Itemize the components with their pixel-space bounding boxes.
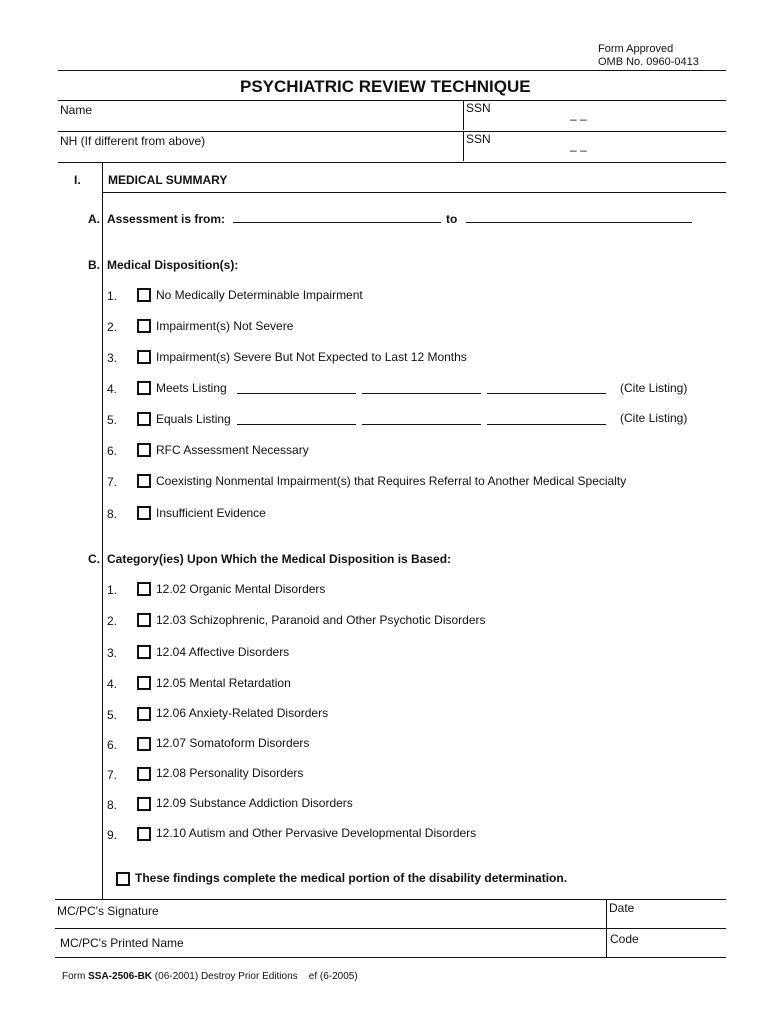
category-num: 2. (107, 614, 118, 628)
title-rule (58, 100, 726, 101)
section-1-roman: I. (74, 173, 81, 187)
disposition-label: Insufficient Evidence (156, 506, 266, 520)
disposition-checkbox-2[interactable] (137, 319, 151, 333)
category-checkbox-9[interactable] (137, 827, 151, 841)
disposition-num: 4. (107, 382, 118, 396)
ssn-label: SSN (466, 101, 491, 115)
category-checkbox-4[interactable] (137, 676, 151, 690)
category-label: 12.05 Mental Retardation (156, 676, 291, 690)
disposition-num: 6. (107, 444, 118, 458)
findings-checkbox[interactable] (116, 872, 130, 886)
section-b-letter: B. (88, 258, 100, 272)
disposition-label: No Medically Determinable Impairment (156, 288, 363, 302)
category-checkbox-2[interactable] (137, 613, 151, 627)
assessment-to-label: to (446, 212, 458, 226)
category-label: 12.07 Somatoform Disorders (156, 736, 310, 750)
printed-name-label: MC/PC's Printed Name (60, 936, 184, 950)
approval-line-1: Form Approved (598, 43, 674, 55)
ssn2-label: SSN (466, 132, 491, 146)
disposition-checkbox-5[interactable] (137, 412, 151, 426)
category-label: 12.10 Autism and Other Pervasive Developmental Disorders (156, 826, 477, 840)
code-label: Code (610, 932, 639, 946)
category-checkbox-7[interactable] (137, 767, 151, 781)
equals-listing-field-2[interactable] (362, 424, 481, 425)
category-label: 12.06 Anxiety-Related Disorders (156, 706, 329, 720)
approval-line-2: OMB No. 0960-0413 (598, 56, 699, 68)
nh-field[interactable] (200, 133, 460, 161)
category-num: 7. (107, 768, 118, 782)
category-num: 9. (107, 828, 118, 842)
disposition-checkbox-3[interactable] (137, 350, 151, 364)
category-label: Category(ies) Upon Which the Medical Disposition is Based: (107, 552, 452, 566)
category-label: 12.02 Organic Mental Disorders (156, 582, 326, 596)
section-c-letter: C. (88, 552, 100, 566)
category-label: 12.04 Affective Disorders (156, 645, 290, 659)
category-checkbox-8[interactable] (137, 797, 151, 811)
category-checkbox-5[interactable] (137, 707, 151, 721)
meets-listing-field-3[interactable] (487, 393, 606, 394)
equals-listing-field-1[interactable] (237, 424, 356, 425)
disposition-num: 3. (107, 351, 118, 365)
category-label: 12.03 Schizophrenic, Paranoid and Other Psychotic Disorders (156, 613, 486, 627)
disposition-checkbox-4[interactable] (137, 381, 151, 395)
section-a-letter: A. (88, 212, 100, 226)
disposition-checkbox-8[interactable] (137, 506, 151, 520)
header-top-rule (58, 70, 726, 71)
ssn2-field[interactable] (480, 133, 720, 161)
form-number: SSA-2506-BK (88, 971, 153, 982)
signature-field[interactable] (170, 901, 600, 927)
name-field[interactable] (120, 102, 460, 130)
equals-listing-field-3[interactable] (487, 424, 606, 425)
category-checkbox-6[interactable] (137, 737, 151, 751)
category-num: 5. (107, 708, 118, 722)
category-num: 6. (107, 738, 118, 752)
page-title: PSYCHIATRIC REVIEW TECHNIQUE (240, 77, 531, 96)
form-prefix: Form (62, 971, 89, 982)
ssn-divider (463, 100, 464, 130)
disposition-label: RFC Assessment Necessary (156, 443, 309, 457)
category-num: 3. (107, 646, 118, 660)
meets-listing-field-1[interactable] (237, 393, 356, 394)
category-label: 12.09 Substance Addiction Disorders (156, 796, 353, 810)
form-edition: (06-2001) Destroy Prior Editions ef (6-2005) (152, 971, 358, 982)
nh-row-rule (58, 162, 726, 163)
disposition-num: 1. (107, 289, 118, 303)
signature-top-rule (55, 899, 726, 900)
ssn-field[interactable] (480, 102, 720, 130)
disposition-label: Meets Listing (156, 381, 227, 395)
signature-mid-rule (55, 928, 726, 929)
disposition-label: Equals Listing (156, 412, 231, 426)
cite-listing-label: (Cite Listing) (620, 381, 688, 395)
nh-label: NH (If different from above) (60, 134, 206, 148)
signature-label: MC/PC's Signature (57, 904, 159, 918)
signature-bottom-rule (55, 957, 726, 958)
disposition-checkbox-1[interactable] (137, 288, 151, 302)
disposition-checkbox-7[interactable] (137, 474, 151, 488)
date-label: Date (609, 901, 635, 915)
section-1-title: MEDICAL SUMMARY (108, 173, 228, 187)
printed-name-field[interactable] (190, 930, 600, 956)
disposition-num: 7. (107, 475, 118, 489)
assessment-from-field[interactable] (233, 222, 441, 223)
medical-disposition-label: Medical Disposition(s): (107, 258, 239, 272)
category-checkbox-1[interactable] (137, 582, 151, 596)
form-footer (62, 971, 358, 982)
category-num: 8. (107, 798, 118, 812)
category-num: 1. (107, 583, 118, 597)
disposition-num: 2. (107, 320, 118, 334)
meets-listing-field-2[interactable] (362, 393, 481, 394)
disposition-num: 8. (107, 507, 118, 521)
findings-statement: These findings complete the medical portion of the disability determination. (135, 871, 568, 885)
date-field[interactable] (640, 901, 720, 927)
ssn2-divider (463, 131, 464, 161)
assessment-to-field[interactable] (466, 222, 692, 223)
category-label: 12.08 Personality Disorders (156, 766, 304, 780)
assessment-from-label: Assessment is from: (107, 212, 226, 226)
ssn2-dashes: – – (570, 143, 587, 157)
disposition-label: Coexisting Nonmental Impairment(s) that Requires Referral to Another Medical Specialty (156, 474, 627, 488)
code-field[interactable] (645, 930, 720, 956)
disposition-num: 5. (107, 413, 118, 427)
category-checkbox-3[interactable] (137, 645, 151, 659)
name-label: Name (60, 103, 93, 117)
disposition-label: Impairment(s) Not Severe (156, 319, 294, 333)
section-1-left-rule (102, 163, 103, 900)
ssn-dashes: – – (570, 112, 587, 126)
disposition-label: Impairment(s) Severe But Not Expected to Last 12 Months (156, 350, 467, 364)
name-row-rule (58, 131, 726, 132)
section-1-rule (102, 192, 726, 193)
category-num: 4. (107, 677, 118, 691)
disposition-checkbox-6[interactable] (137, 443, 151, 457)
cite-listing-label: (Cite Listing) (620, 411, 688, 425)
